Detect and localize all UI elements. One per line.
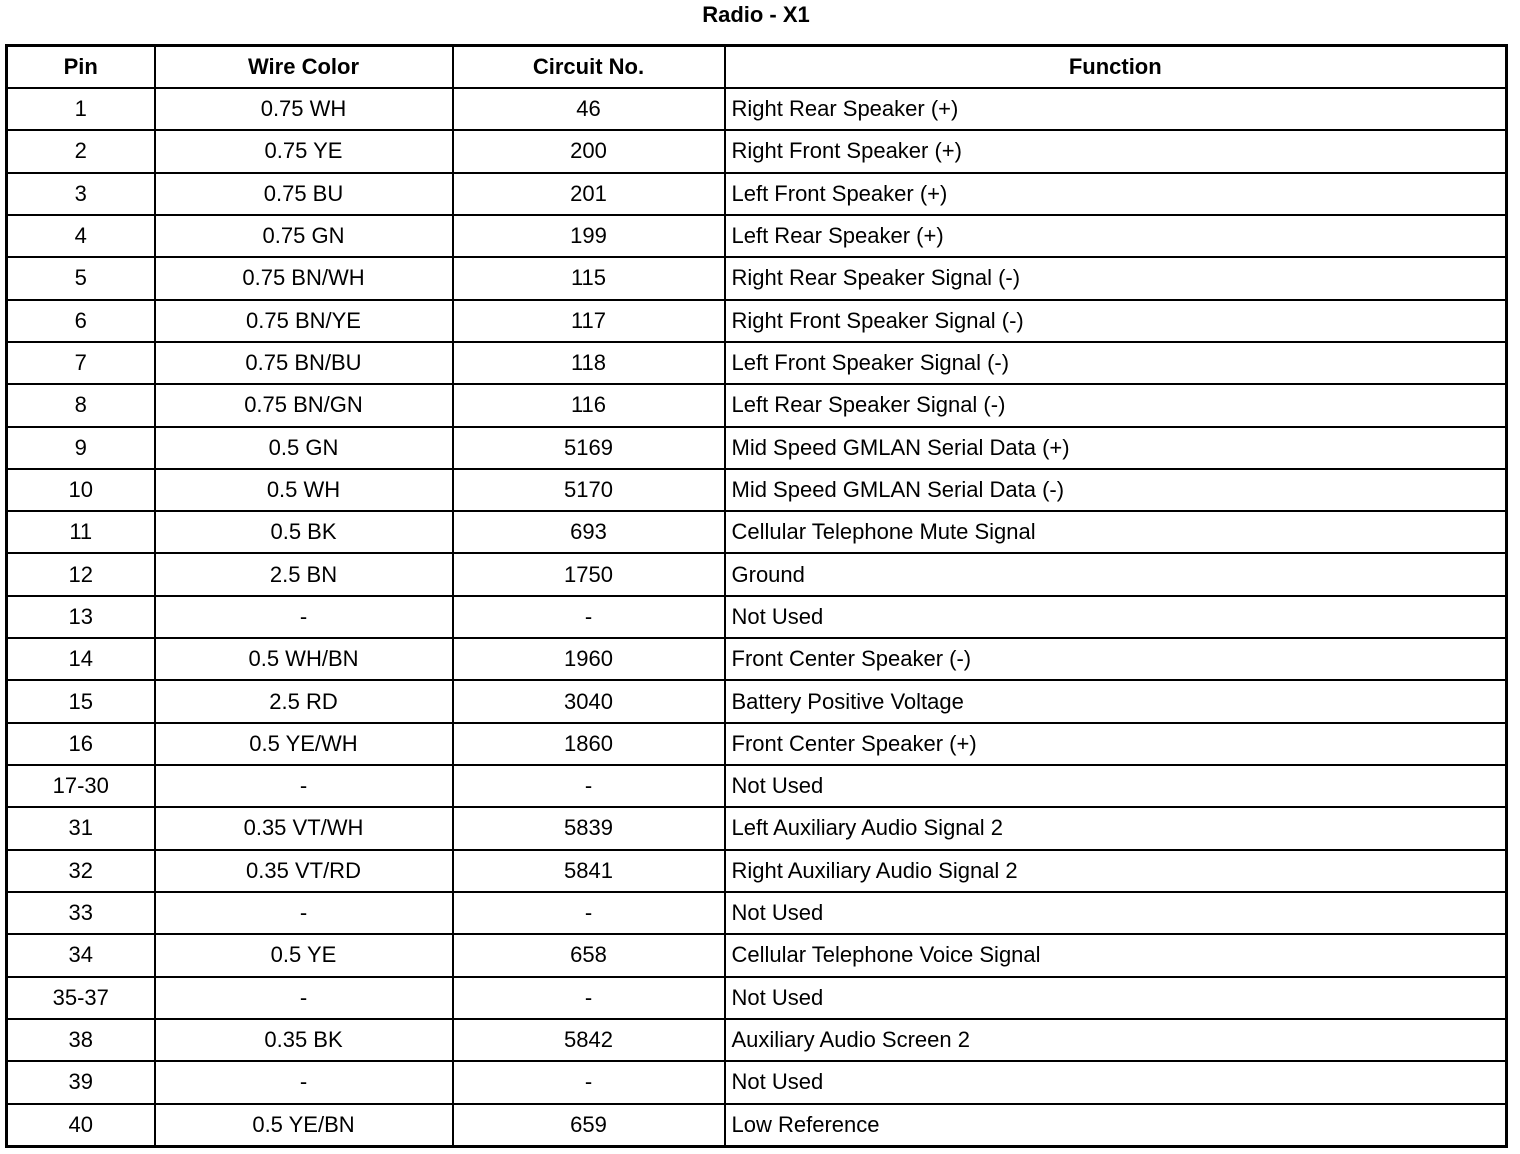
column-header-pin: Pin <box>7 46 155 89</box>
cell-circuit-no: 659 <box>453 1104 725 1147</box>
cell-circuit-no: 693 <box>453 511 725 553</box>
cell-function: Low Reference <box>725 1104 1507 1147</box>
cell-wire-color: 0.75 BN/YE <box>155 300 453 342</box>
cell-circuit-no: - <box>453 892 725 934</box>
cell-circuit-no: 46 <box>453 88 725 130</box>
cell-pin: 34 <box>7 934 155 976</box>
connector-pinout-table <box>5 44 1508 1148</box>
cell-pin: 6 <box>7 300 155 342</box>
table-row <box>7 469 1507 511</box>
cell-pin: 14 <box>7 638 155 680</box>
cell-circuit-no: - <box>453 977 725 1019</box>
cell-wire-color: 2.5 RD <box>155 680 453 722</box>
cell-circuit-no: 118 <box>453 342 725 384</box>
table-row <box>7 1019 1507 1061</box>
cell-pin: 31 <box>7 807 155 849</box>
cell-circuit-no: 199 <box>453 215 725 257</box>
table-row <box>7 300 1507 342</box>
cell-circuit-no: - <box>453 1061 725 1103</box>
cell-pin: 39 <box>7 1061 155 1103</box>
cell-function: Left Front Speaker (+) <box>725 173 1507 215</box>
cell-wire-color: - <box>155 765 453 807</box>
cell-wire-color: - <box>155 1061 453 1103</box>
cell-pin: 10 <box>7 469 155 511</box>
table-row <box>7 130 1507 172</box>
cell-wire-color: 0.75 YE <box>155 130 453 172</box>
cell-circuit-no: 1960 <box>453 638 725 680</box>
cell-pin: 8 <box>7 384 155 426</box>
cell-wire-color: 0.35 BK <box>155 1019 453 1061</box>
cell-pin: 38 <box>7 1019 155 1061</box>
cell-wire-color: 0.75 BN/GN <box>155 384 453 426</box>
cell-wire-color: 0.5 YE/WH <box>155 723 453 765</box>
cell-circuit-no: 1750 <box>453 553 725 595</box>
cell-wire-color: 0.5 WH <box>155 469 453 511</box>
table-row <box>7 596 1507 638</box>
cell-wire-color: 0.75 BN/WH <box>155 257 453 299</box>
cell-wire-color: 2.5 BN <box>155 553 453 595</box>
cell-pin: 17-30 <box>7 765 155 807</box>
cell-circuit-no: 1860 <box>453 723 725 765</box>
cell-circuit-no: 200 <box>453 130 725 172</box>
cell-pin: 9 <box>7 427 155 469</box>
cell-circuit-no: 5841 <box>453 850 725 892</box>
cell-circuit-no: - <box>453 596 725 638</box>
cell-circuit-no: 658 <box>453 934 725 976</box>
table-row <box>7 1104 1507 1147</box>
cell-function: Right Rear Speaker (+) <box>725 88 1507 130</box>
cell-pin: 12 <box>7 553 155 595</box>
page-title: Radio - X1 <box>702 2 810 27</box>
table-row <box>7 934 1507 976</box>
cell-pin: 13 <box>7 596 155 638</box>
cell-pin: 7 <box>7 342 155 384</box>
cell-function: Mid Speed GMLAN Serial Data (+) <box>725 427 1507 469</box>
cell-function: Left Rear Speaker (+) <box>725 215 1507 257</box>
cell-function: Not Used <box>725 977 1507 1019</box>
cell-function: Left Front Speaker Signal (-) <box>725 342 1507 384</box>
cell-pin: 35-37 <box>7 977 155 1019</box>
cell-wire-color: - <box>155 892 453 934</box>
cell-wire-color: 0.5 GN <box>155 427 453 469</box>
cell-pin: 4 <box>7 215 155 257</box>
cell-circuit-no: - <box>453 765 725 807</box>
table-header-row <box>7 46 1507 89</box>
cell-wire-color: 0.75 GN <box>155 215 453 257</box>
table-row <box>7 342 1507 384</box>
table-row <box>7 638 1507 680</box>
cell-circuit-no: 3040 <box>453 680 725 722</box>
table-row <box>7 850 1507 892</box>
table-body <box>7 88 1507 1147</box>
cell-pin: 11 <box>7 511 155 553</box>
cell-circuit-no: 117 <box>453 300 725 342</box>
column-header-wire-color: Wire Color <box>155 46 453 89</box>
table-row <box>7 1061 1507 1103</box>
cell-wire-color: - <box>155 977 453 1019</box>
cell-wire-color: 0.75 BN/BU <box>155 342 453 384</box>
column-header-circuit-no: Circuit No. <box>453 46 725 89</box>
cell-wire-color: 0.35 VT/WH <box>155 807 453 849</box>
table-row <box>7 977 1507 1019</box>
cell-pin: 16 <box>7 723 155 765</box>
table-row <box>7 680 1507 722</box>
cell-circuit-no: 115 <box>453 257 725 299</box>
table-row <box>7 765 1507 807</box>
cell-circuit-no: 5839 <box>453 807 725 849</box>
table-row <box>7 723 1507 765</box>
cell-function: Auxiliary Audio Screen 2 <box>725 1019 1507 1061</box>
cell-function: Cellular Telephone Voice Signal <box>725 934 1507 976</box>
cell-function: Right Front Speaker (+) <box>725 130 1507 172</box>
column-header-function: Function <box>725 46 1507 89</box>
table-row <box>7 384 1507 426</box>
table-row <box>7 427 1507 469</box>
cell-pin: 5 <box>7 257 155 299</box>
cell-function: Cellular Telephone Mute Signal <box>725 511 1507 553</box>
cell-pin: 1 <box>7 88 155 130</box>
cell-function: Mid Speed GMLAN Serial Data (-) <box>725 469 1507 511</box>
cell-function: Left Rear Speaker Signal (-) <box>725 384 1507 426</box>
cell-function: Right Front Speaker Signal (-) <box>725 300 1507 342</box>
cell-circuit-no: 116 <box>453 384 725 426</box>
cell-function: Front Center Speaker (-) <box>725 638 1507 680</box>
cell-function: Not Used <box>725 765 1507 807</box>
cell-function: Left Auxiliary Audio Signal 2 <box>725 807 1507 849</box>
cell-function: Battery Positive Voltage <box>725 680 1507 722</box>
cell-pin: 3 <box>7 173 155 215</box>
table-row <box>7 511 1507 553</box>
cell-wire-color: 0.35 VT/RD <box>155 850 453 892</box>
cell-function: Not Used <box>725 892 1507 934</box>
cell-pin: 40 <box>7 1104 155 1147</box>
table-row <box>7 257 1507 299</box>
cell-pin: 33 <box>7 892 155 934</box>
table-row <box>7 215 1507 257</box>
cell-circuit-no: 5170 <box>453 469 725 511</box>
cell-wire-color: 0.5 YE/BN <box>155 1104 453 1147</box>
cell-function: Right Auxiliary Audio Signal 2 <box>725 850 1507 892</box>
cell-circuit-no: 201 <box>453 173 725 215</box>
cell-function: Not Used <box>725 596 1507 638</box>
cell-wire-color: 0.5 WH/BN <box>155 638 453 680</box>
table-row <box>7 892 1507 934</box>
cell-function: Right Rear Speaker Signal (-) <box>725 257 1507 299</box>
cell-circuit-no: 5169 <box>453 427 725 469</box>
table-row <box>7 553 1507 595</box>
cell-pin: 32 <box>7 850 155 892</box>
cell-wire-color: 0.75 WH <box>155 88 453 130</box>
cell-pin: 2 <box>7 130 155 172</box>
cell-function: Ground <box>725 553 1507 595</box>
cell-circuit-no: 5842 <box>453 1019 725 1061</box>
table-row <box>7 807 1507 849</box>
cell-wire-color: 0.75 BU <box>155 173 453 215</box>
cell-wire-color: 0.5 BK <box>155 511 453 553</box>
cell-function: Not Used <box>725 1061 1507 1103</box>
cell-function: Front Center Speaker (+) <box>725 723 1507 765</box>
table-row <box>7 173 1507 215</box>
cell-wire-color: 0.5 YE <box>155 934 453 976</box>
table-row <box>7 88 1507 130</box>
cell-wire-color: - <box>155 596 453 638</box>
cell-pin: 15 <box>7 680 155 722</box>
